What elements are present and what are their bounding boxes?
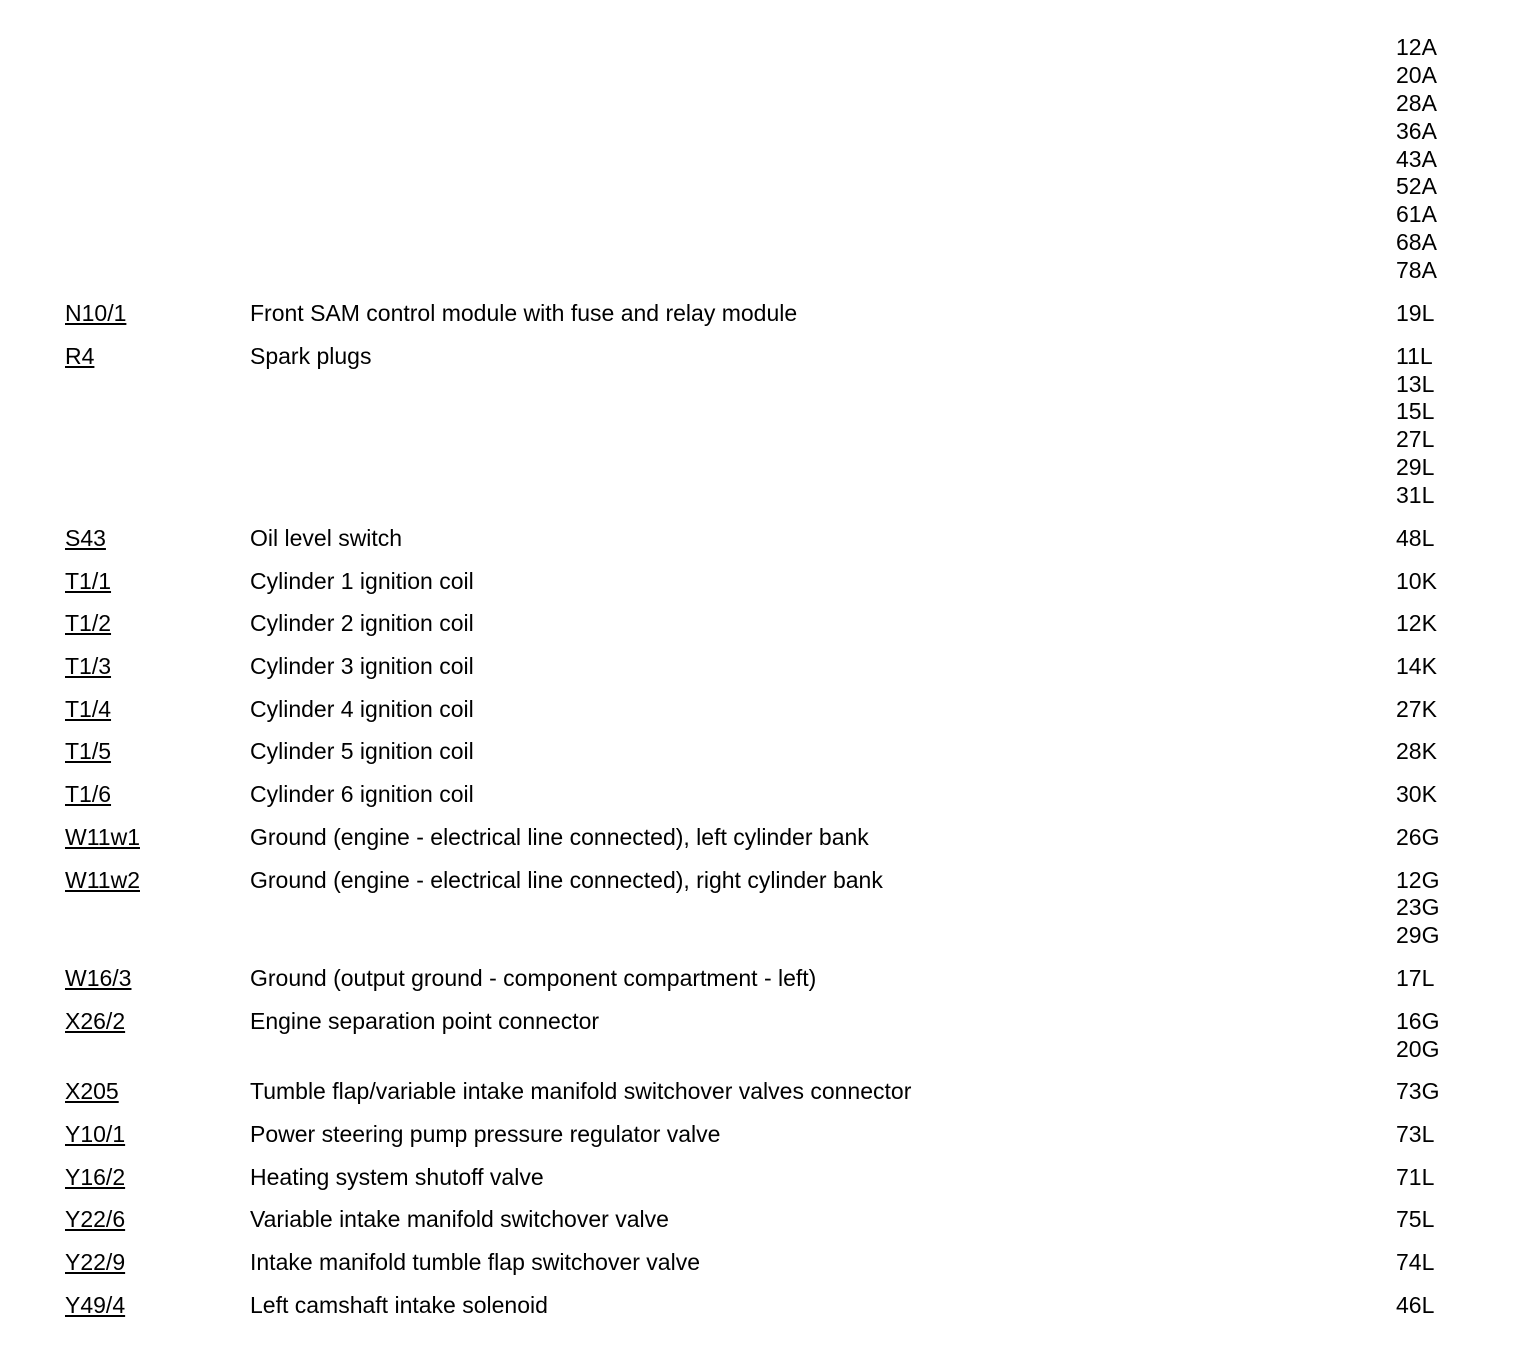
grid-ref: 17L <box>1396 965 1435 991</box>
component-code-link[interactable]: Y16/2 <box>65 1163 126 1190</box>
component-code-link[interactable]: Y49/4 <box>65 1291 126 1318</box>
grid-references <box>1396 1249 1434 1277</box>
grid-ref: 14K <box>1396 653 1437 679</box>
component-code-link[interactable]: T1/6 <box>65 781 112 808</box>
grid-ref: 78A <box>1396 257 1437 284</box>
component-row <box>0 1206 1520 1234</box>
component-code-link[interactable]: T1/2 <box>65 610 112 637</box>
grid-ref: 74L <box>1396 1249 1435 1276</box>
component-description: Front SAM control module with fuse and relay module <box>250 300 798 326</box>
grid-ref: 12G <box>1396 866 1440 893</box>
grid-references <box>1396 525 1434 553</box>
grid-ref: 20G <box>1396 1035 1440 1062</box>
component-row <box>0 610 1520 638</box>
component-row <box>0 343 1520 510</box>
component-code-link[interactable]: W11w1 <box>65 823 140 850</box>
component-description: Ground (engine - electrical line connected), left cylinder bank <box>250 823 869 850</box>
component-description: Power steering pump pressure regulator valve <box>250 1121 721 1147</box>
component-description: Engine separation point connector <box>250 1007 600 1034</box>
grid-ref: 48L <box>1396 524 1435 551</box>
component-code-link[interactable]: T1/3 <box>65 653 112 679</box>
component-description: Intake manifold tumble flap switchover valve <box>250 1249 700 1276</box>
grid-references <box>1396 568 1437 596</box>
component-row <box>0 300 1520 328</box>
grid-ref: 29L <box>1396 454 1435 481</box>
grid-references <box>1396 1206 1434 1234</box>
component-description: Ground (output ground - component compartment - left) <box>250 965 817 991</box>
component-row <box>0 1008 1520 1064</box>
grid-references <box>1396 696 1437 724</box>
grid-ref: 28K <box>1396 738 1437 765</box>
grid-references <box>1396 965 1434 993</box>
grid-references <box>1396 1292 1434 1320</box>
component-row <box>0 1292 1520 1320</box>
component-row <box>0 738 1520 766</box>
grid-ref: 73L <box>1396 1121 1435 1147</box>
component-row <box>0 696 1520 724</box>
grid-ref: 19L <box>1396 300 1435 326</box>
component-row <box>0 781 1520 809</box>
grid-references <box>1396 300 1434 328</box>
component-code-link[interactable]: Y22/6 <box>65 1206 126 1233</box>
grid-references <box>1396 653 1437 681</box>
component-code-link[interactable]: Y10/1 <box>65 1121 126 1147</box>
grid-ref: 46L <box>1396 1291 1435 1318</box>
component-code-link[interactable]: Y22/9 <box>65 1249 126 1276</box>
grid-ref: 75L <box>1396 1206 1435 1233</box>
grid-ref: 16G <box>1396 1007 1440 1034</box>
grid-ref: 52A <box>1396 173 1437 200</box>
grid-ref: 43A <box>1396 145 1437 172</box>
component-row <box>0 1249 1520 1277</box>
grid-ref: 73G <box>1396 1078 1440 1105</box>
grid-ref: 61A <box>1396 201 1437 228</box>
grid-ref: 15L <box>1396 398 1435 425</box>
grid-ref: 27K <box>1396 695 1437 722</box>
grid-ref: 20A <box>1396 61 1437 88</box>
grid-references <box>1396 1078 1439 1106</box>
component-row <box>0 653 1520 681</box>
component-description: Cylinder 2 ignition coil <box>250 610 474 637</box>
component-description: Cylinder 6 ignition coil <box>250 781 474 808</box>
grid-ref: 30K <box>1396 781 1437 808</box>
grid-ref: 10K <box>1396 567 1437 594</box>
component-description: Left camshaft intake solenoid <box>250 1291 548 1318</box>
component-code-link[interactable]: S43 <box>65 524 106 551</box>
component-description: Cylinder 3 ignition coil <box>250 653 474 679</box>
component-row <box>0 568 1520 596</box>
component-description: Ground (engine - electrical line connected), right cylinder bank <box>250 866 883 893</box>
continued-grid-references <box>1396 34 1437 285</box>
component-description: Heating system shutoff valve <box>250 1163 544 1190</box>
component-row <box>0 824 1520 852</box>
grid-references <box>1396 824 1439 852</box>
component-description: Cylinder 1 ignition coil <box>250 567 474 594</box>
component-row <box>0 1078 1520 1106</box>
component-description: Tumble flap/variable intake manifold switchover valves connector <box>250 1078 912 1105</box>
grid-ref: 12A <box>1396 34 1437 60</box>
component-code-link[interactable]: N10/1 <box>65 300 127 326</box>
component-description: Cylinder 5 ignition coil <box>250 738 474 765</box>
grid-references <box>1396 1164 1434 1192</box>
grid-references <box>1396 867 1439 951</box>
grid-references <box>1396 781 1437 809</box>
component-code-link[interactable]: T1/5 <box>65 738 112 765</box>
component-description: Spark plugs <box>250 342 372 369</box>
grid-ref: 68A <box>1396 229 1437 256</box>
component-code-link[interactable]: W11w2 <box>65 866 140 893</box>
component-code-link[interactable]: T1/1 <box>65 567 112 594</box>
component-row <box>0 525 1520 553</box>
grid-references <box>1396 1121 1434 1149</box>
grid-ref: 27L <box>1396 426 1435 453</box>
component-code-link[interactable]: W16/3 <box>65 965 132 991</box>
grid-ref: 28A <box>1396 89 1437 116</box>
component-code-link[interactable]: X26/2 <box>65 1007 126 1034</box>
component-code-link[interactable]: T1/4 <box>65 695 112 722</box>
grid-ref: 29G <box>1396 922 1440 949</box>
grid-references <box>1396 610 1437 638</box>
grid-ref: 36A <box>1396 117 1437 144</box>
grid-ref: 26G <box>1396 823 1440 850</box>
grid-ref: 13L <box>1396 370 1435 397</box>
component-description: Oil level switch <box>250 524 403 551</box>
grid-ref: 31L <box>1396 482 1435 509</box>
grid-references <box>1396 1008 1439 1064</box>
grid-references <box>1396 343 1434 510</box>
component-code-link[interactable]: R4 <box>65 342 95 369</box>
component-description: Variable intake manifold switchover valve <box>250 1206 669 1233</box>
grid-ref: 71L <box>1396 1163 1435 1190</box>
grid-ref: 23G <box>1396 894 1440 921</box>
grid-ref: 12K <box>1396 610 1437 637</box>
component-row <box>0 1121 1520 1149</box>
grid-references <box>1396 738 1437 766</box>
component-row <box>0 1164 1520 1192</box>
component-row <box>0 965 1520 993</box>
component-description: Cylinder 4 ignition coil <box>250 695 474 722</box>
grid-ref: 11L <box>1396 342 1433 369</box>
component-row <box>0 867 1520 951</box>
component-code-link[interactable]: X205 <box>65 1078 119 1105</box>
